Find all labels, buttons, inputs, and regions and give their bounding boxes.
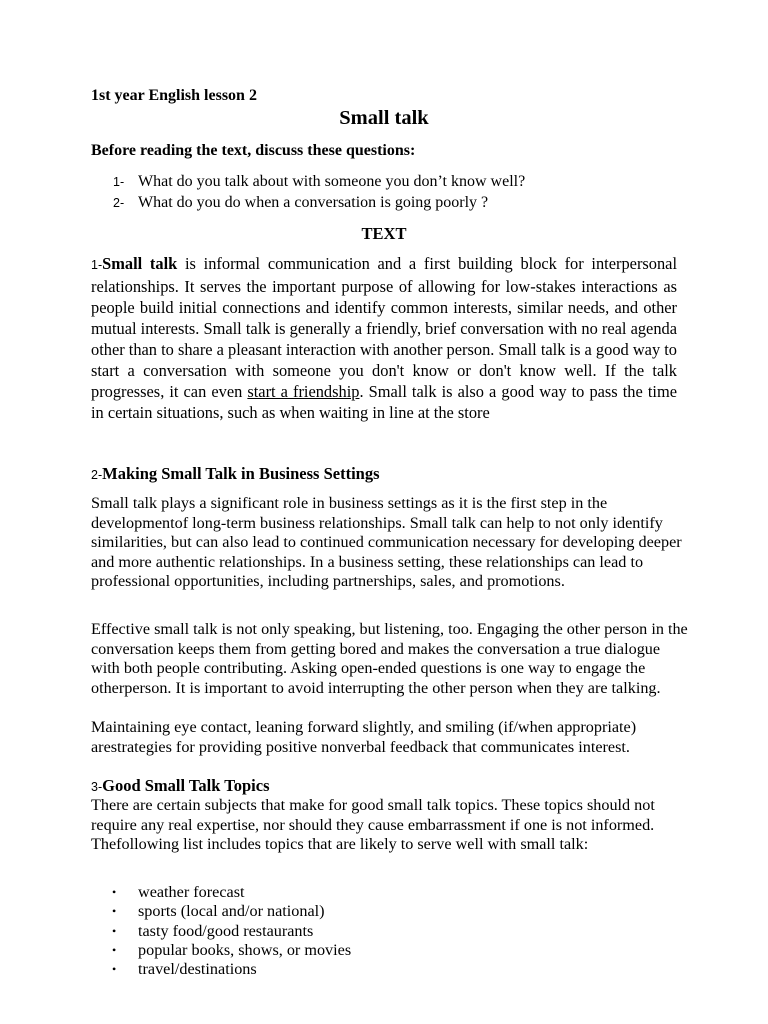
section-1-paragraph bbox=[91, 253, 677, 423]
section-1-text-a: is informal communication and a first building block for interpersonal relationships. It serves the important purpose of allowing for low-stakes interactions as people build initial connections and identify common interests, similar needs, and other mutual interests. Small talk is generally a friendly, brief conversation with no real agenda other than to share a pleasant interaction with another person. Small talk is a good way to start a conversation with someone you don't know or don't know well. If the talk progresses, it can even bbox=[91, 254, 677, 401]
discussion-heading: Before reading the text, discuss these questions: bbox=[91, 142, 416, 159]
section-1-lead: Small talk bbox=[102, 254, 178, 273]
question-text: What do you talk about with someone you don’t know well? bbox=[138, 173, 526, 190]
bullet-icon: • bbox=[112, 904, 117, 919]
lesson-header: 1st year English lesson 2 bbox=[91, 87, 257, 104]
section-1-number: 1- bbox=[91, 258, 103, 272]
section-1-text-b: . Small talk is also a good way to pass the time in certain situations, such as when waiting in line at the store bbox=[91, 382, 677, 422]
section-3-title: Good Small Talk Topics bbox=[102, 776, 270, 795]
friendship-link[interactable]: start a friendship bbox=[247, 382, 360, 401]
bullet-icon: • bbox=[112, 885, 117, 899]
bullet-icon: • bbox=[112, 962, 117, 977]
section-3-number: 3- bbox=[91, 780, 103, 794]
topic-list bbox=[112, 883, 351, 979]
page-title: Small talk bbox=[339, 107, 429, 129]
list-item: • sports (local and/or national) bbox=[112, 902, 325, 921]
section-3-heading bbox=[91, 776, 270, 798]
question-number: 2- bbox=[113, 196, 125, 210]
section-2-paragraph-1: Small talk plays a significant role in business settings as it is the first step in the developmentof long-term business relationships. Small talk can help to not only identify similarities, but can also lead to continued communication necessary for developing deeper and more authentic relationships. In a business setting, these relationships can lead to professional opportunities, including partnerships, sales, and promotions. bbox=[91, 494, 682, 590]
bullet-icon: • bbox=[112, 923, 117, 938]
question-number: 1- bbox=[113, 175, 125, 189]
section-2-title: Making Small Talk in Business Settings bbox=[102, 464, 380, 483]
question-text: What do you do when a conversation is going poorly ? bbox=[138, 194, 489, 211]
list-item: • travel/destinations bbox=[112, 960, 257, 979]
list-item: • weather forecast bbox=[112, 883, 245, 901]
section-2-heading bbox=[91, 464, 380, 486]
bullet-icon: • bbox=[112, 942, 117, 957]
question-item bbox=[113, 193, 488, 214]
section-2-number: 2- bbox=[91, 468, 103, 482]
section-3-paragraph: There are certain subjects that make for good small talk topics. These topics should not require any real expertise, nor should they cause embarrassment if one is not informed. Thefollowing list includes topics that are likely to serve well with small talk: bbox=[91, 796, 655, 853]
list-item: • tasty food/good restaurants bbox=[112, 921, 314, 940]
section-2-paragraph-3: Maintaining eye contact, leaning forward slightly, and smiling (if/when appropriate) arestrategies for providing positive nonverbal feedback that communicates interest. bbox=[91, 718, 637, 756]
question-item bbox=[113, 172, 525, 193]
section-2-paragraph-2: Effective small talk is not only speaking, but listening, too. Engaging the other person in the conversation keeps them from getting bored and makes the conversation a true dialogue with both people contributing. Asking open-ended questions is one way to engage the otherperson. It is important to avoid interrupting the other person when they are talking. bbox=[91, 620, 688, 697]
text-label: TEXT bbox=[361, 224, 407, 243]
list-item: • popular books, shows, or movies bbox=[112, 940, 352, 959]
